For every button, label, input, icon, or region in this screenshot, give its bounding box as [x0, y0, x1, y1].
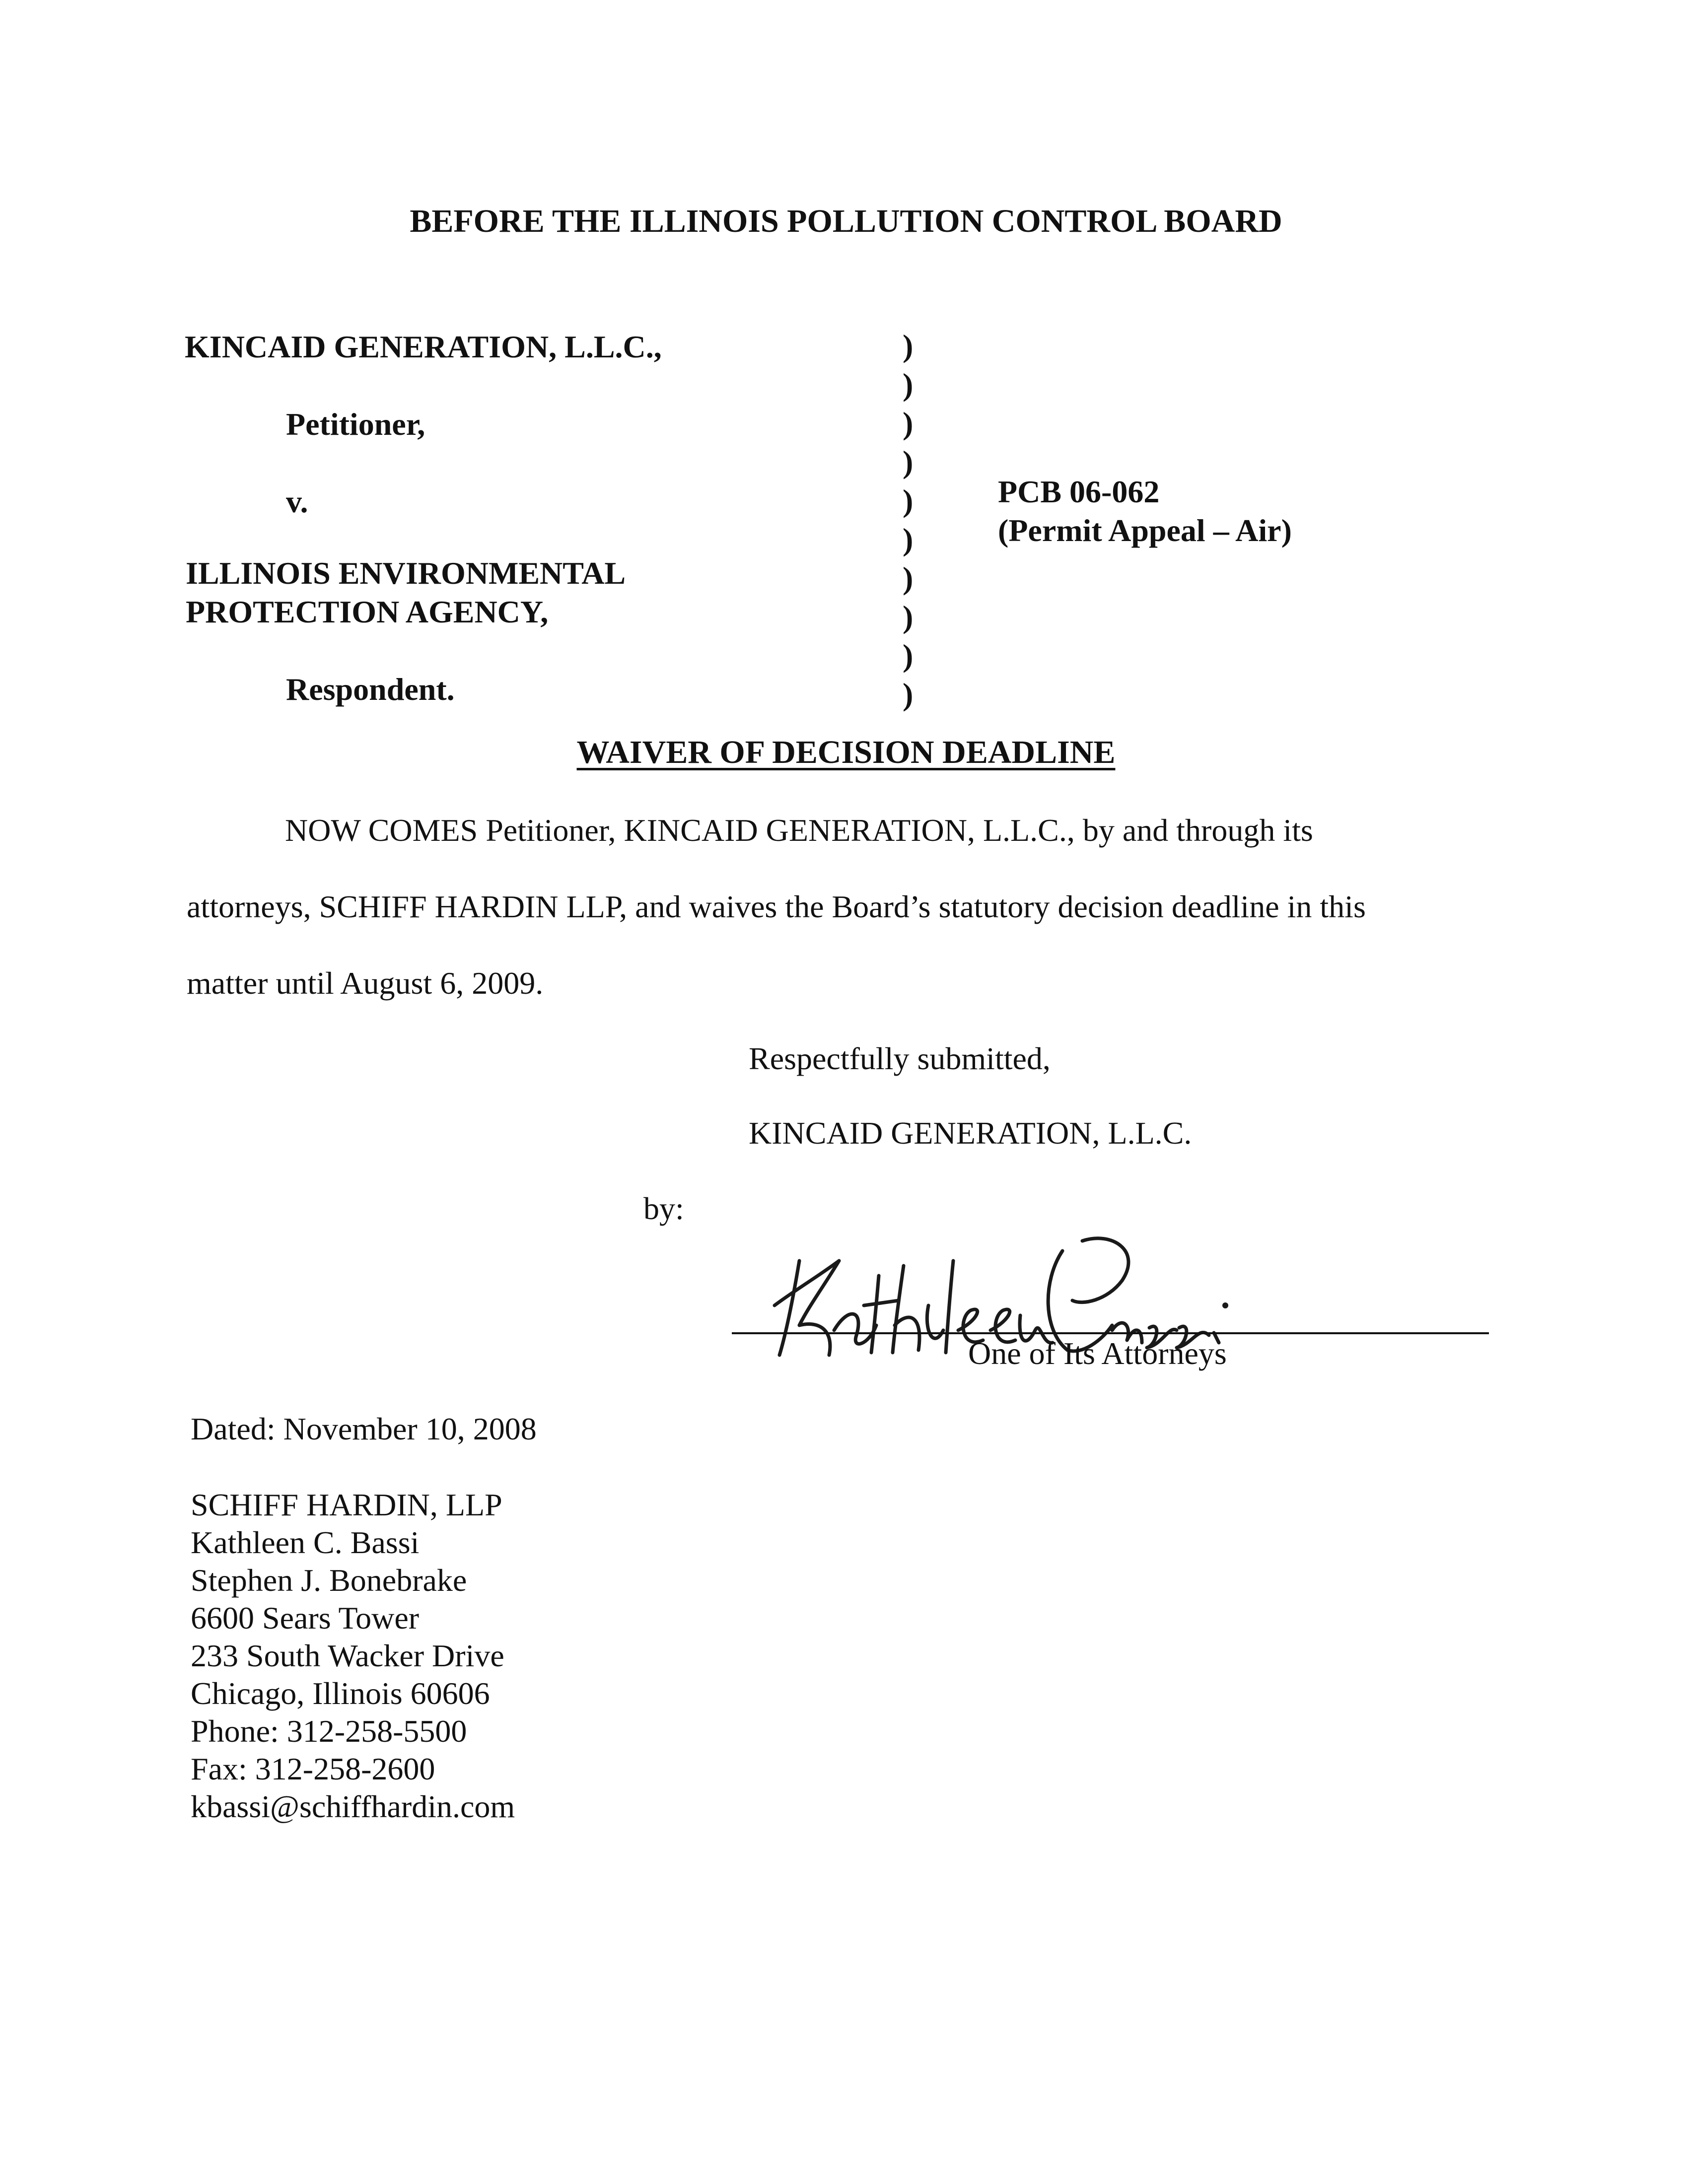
caption-paren: ): [903, 367, 914, 402]
versus-label: v.: [286, 484, 308, 519]
street-address: 6600 Sears Tower: [191, 1600, 420, 1636]
body-line-2: attorneys, SCHIFF HARDIN LLP, and waives the Board’s statutory decision deadline in this: [187, 889, 1366, 924]
signature-line: [732, 1332, 1489, 1334]
firm-name: SCHIFF HARDIN, LLP: [191, 1487, 502, 1522]
caption-paren: ): [903, 560, 914, 596]
case-type: (Permit Appeal – Air): [998, 513, 1292, 548]
signature-caption: One of Its Attorneys: [968, 1336, 1227, 1371]
attorney-name: Kathleen C. Bassi: [191, 1525, 420, 1560]
respondent-role: Respondent.: [286, 672, 455, 707]
by-label: by:: [643, 1191, 684, 1226]
dated-line: Dated: November 10, 2008: [191, 1411, 537, 1446]
caption-paren: ): [903, 483, 914, 518]
respondent-name-line2: PROTECTION AGENCY,: [186, 594, 549, 629]
caption-paren: ): [903, 328, 914, 363]
caption-paren: ): [903, 522, 914, 557]
caption-paren: ): [903, 406, 914, 441]
case-number: PCB 06-062: [998, 474, 1160, 509]
caption-paren: ): [903, 444, 914, 479]
attorney-name: Stephen J. Bonebrake: [191, 1563, 467, 1598]
document-title-text: WAIVER OF DECISION DEADLINE: [576, 734, 1116, 770]
document-title: [0, 734, 1692, 771]
city-state-zip: Chicago, Illinois 60606: [191, 1676, 490, 1711]
body-line-1: NOW COMES Petitioner, KINCAID GENERATION, L.L.C., by and through its: [285, 813, 1313, 848]
caption-paren: ): [903, 599, 914, 634]
address-block: [191, 1486, 515, 1826]
fax-number: Fax: 312-258-2600: [191, 1751, 435, 1786]
petitioner-role: Petitioner,: [286, 407, 425, 442]
phone-number: Phone: 312-258-5500: [191, 1713, 467, 1749]
respondent-name-line1: ILLINOIS ENVIRONMENTAL: [186, 555, 626, 591]
petitioner-name: KINCAID GENERATION, L.L.C.,: [185, 329, 662, 364]
respectfully-submitted: Respectfully submitted,: [749, 1041, 1051, 1076]
body-line-3: matter until August 6, 2009.: [187, 965, 544, 1001]
caption-paren: ): [903, 638, 914, 673]
caption-paren: ): [903, 677, 914, 712]
street-address: 233 South Wacker Drive: [191, 1638, 504, 1673]
closing-company: KINCAID GENERATION, L.L.C.: [749, 1115, 1192, 1151]
email-address: kbassi@schiffhardin.com: [191, 1789, 515, 1824]
court-heading: BEFORE THE ILLINOIS POLLUTION CONTROL BOARD: [410, 203, 1282, 239]
